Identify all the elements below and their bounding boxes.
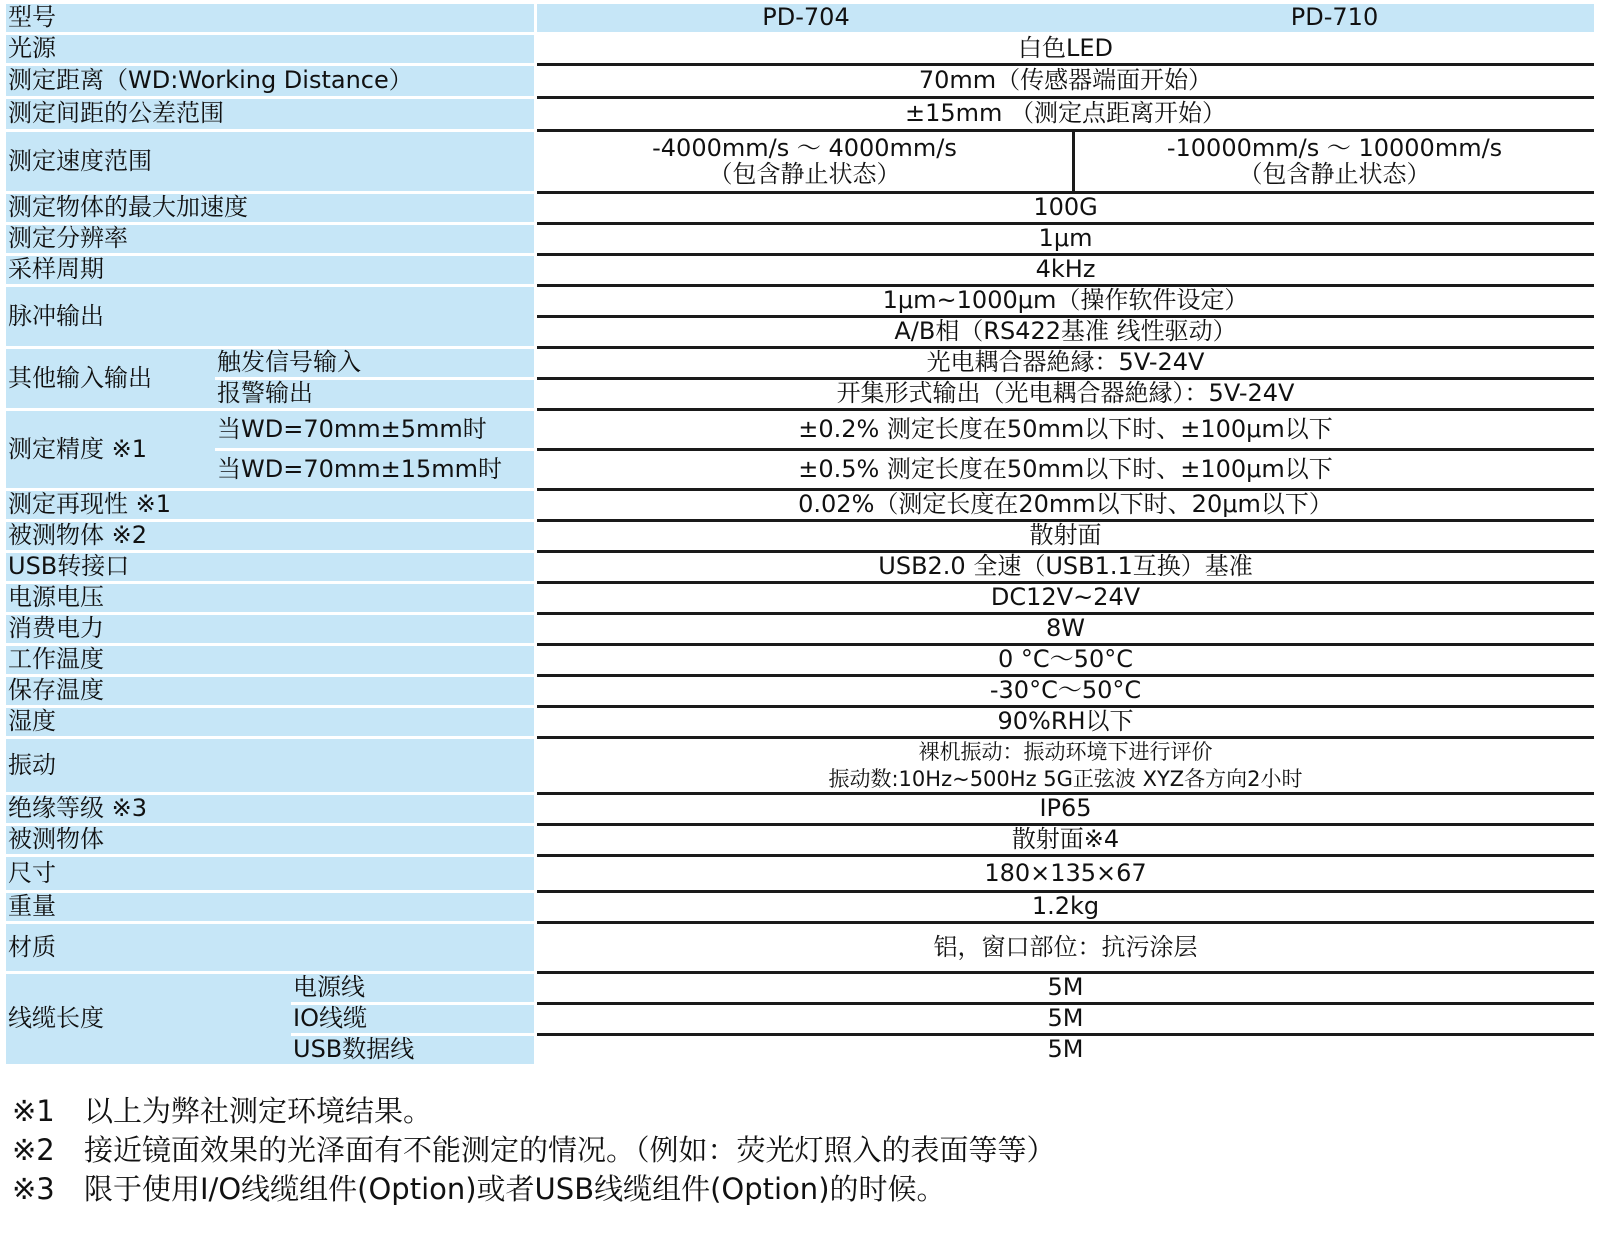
row-label: 材质 (6, 924, 534, 974)
row-label: 测定再现性 ※1 (6, 491, 534, 522)
row-value: 白色LED (537, 35, 1594, 66)
row-pulse-1 (6, 287, 1594, 318)
row-label: 湿度 (6, 708, 534, 739)
row-value: 4kHz (537, 256, 1594, 287)
row-value: 70mm（传感器端面开始） (537, 66, 1594, 99)
row-value: 0.02%（测定长度在20mm以下时、20μm以下） (537, 491, 1594, 522)
row-label: 脉冲输出 (6, 287, 534, 349)
row-accuracy-2 (6, 451, 1594, 491)
row-label: 线缆长度 (6, 974, 291, 1067)
row-speed (6, 132, 1594, 194)
row-label: 光源 (6, 35, 534, 66)
row-label: 测定精度 ※1 (6, 411, 215, 491)
row-light (6, 35, 1594, 66)
row-value: 5M (537, 1005, 1594, 1036)
row-tolerance (6, 99, 1594, 132)
footnote-text: 以上为弊社测定环境结果。 (84, 1094, 433, 1128)
row-value: 5M (537, 1036, 1594, 1067)
row-label: 消费电力 (6, 615, 534, 646)
row-label: 其他输入输出 (6, 349, 215, 411)
row-label: 被测物体 (6, 826, 534, 857)
row-value: A/B相（RS422基准 线性驱动） (537, 318, 1594, 349)
row-value: ±0.2% 测定长度在50mm以下时、±100μm以下 (537, 411, 1594, 451)
row-object2 (6, 826, 1594, 857)
row-value: 1.2kg (537, 893, 1594, 924)
row-value: IP65 (537, 795, 1594, 826)
row-label: USB转接口 (6, 553, 534, 584)
row-weight (6, 893, 1594, 924)
vibration-line-2: 振动数:10Hz~500Hz 5G正弦波 XYZ各方向2小时 (828, 766, 1303, 791)
row-value: 0 °C～50°C (537, 646, 1594, 677)
row-label: 采样周期 (6, 256, 534, 287)
row-cable-power (6, 974, 1594, 1005)
row-sublabel: 触发信号输入 (215, 349, 534, 380)
row-value: 光电耦合器絶縁：5V-24V (537, 349, 1594, 380)
row-label: 测定物体的最大加速度 (6, 194, 534, 225)
row-sampling (6, 256, 1594, 287)
row-value: USB2.0 全速（USB1.1互换）基准 (537, 553, 1594, 584)
speed-pd704-note: （包含静止状态） (708, 159, 901, 188)
row-value: DC12V~24V (537, 584, 1594, 615)
row-value: 5M (537, 974, 1594, 1005)
row-store-temp (6, 677, 1594, 708)
row-value: ±0.5% 测定长度在50mm以下时、±100μm以下 (537, 451, 1594, 491)
row-io-alarm (6, 380, 1594, 411)
header-row (6, 4, 1594, 35)
row-value: 100G (537, 194, 1594, 225)
row-value: 1μm (537, 225, 1594, 256)
row-io-trigger (6, 349, 1594, 380)
row-sublabel: 电源线 (291, 974, 534, 1005)
speed-pd710-note: （包含静止状态） (1238, 159, 1431, 188)
row-wd (6, 66, 1594, 99)
row-value: 开集形式输出（光电耦合器絶縁）：5V-24V (537, 380, 1594, 411)
row-label: 测定分辨率 (6, 225, 534, 256)
row-label: 测定间距的公差范围 (6, 99, 534, 132)
spec-table (6, 4, 1594, 1067)
footnote-1 (12, 1092, 1056, 1131)
model-pd704: PD-704 (537, 4, 1075, 35)
row-value: 散射面 (537, 522, 1594, 553)
row-label: 电源电压 (6, 584, 534, 615)
row-label: 尺寸 (6, 857, 534, 893)
row-sublabel: 当WD=70mm±5mm时 (215, 411, 534, 451)
row-value: 散射面※4 (537, 826, 1594, 857)
row-accel (6, 194, 1594, 225)
row-value: ±15mm （测定点距离开始） (537, 99, 1594, 132)
row-object1 (6, 522, 1594, 553)
row-label: 被测物体 ※2 (6, 522, 534, 553)
row-value: 1μm~1000μm（操作软件设定） (537, 287, 1594, 318)
vibration-line-1: 裸机振动：振动环境下进行评价 (918, 740, 1213, 765)
row-accuracy-1 (6, 411, 1594, 451)
row-repeat (6, 491, 1594, 522)
footnote-text: 接近镜面效果的光泽面有不能测定的情况。（例如：荧光灯照入的表面等等） (84, 1133, 1056, 1167)
footnote-2 (12, 1131, 1056, 1170)
footnote-text: 限于使用I/O线缆组件(Option)或者USB线缆组件(Option)的时候。 (84, 1172, 946, 1206)
footnote-mark: ※3 (12, 1172, 55, 1206)
row-power (6, 615, 1594, 646)
row-label: 绝缘等级 ※3 (6, 795, 534, 826)
row-label: 重量 (6, 893, 534, 924)
row-usb (6, 553, 1594, 584)
row-voltage (6, 584, 1594, 615)
row-value: -30°C～50°C (537, 677, 1594, 708)
footnote-mark: ※1 (12, 1094, 55, 1128)
speed-pd704 (537, 132, 1075, 194)
row-humidity (6, 708, 1594, 739)
row-value: 8W (537, 615, 1594, 646)
row-value: 180×135×67 (537, 857, 1594, 893)
row-resolution (6, 225, 1594, 256)
speed-pd710 (1075, 132, 1594, 194)
row-value (537, 739, 1594, 795)
speed-pd710-range: -10000mm/s ～ 10000mm/s (1166, 134, 1503, 163)
footnote-3 (12, 1170, 1056, 1209)
row-op-temp (6, 646, 1594, 677)
row-sublabel: IO线缆 (291, 1005, 534, 1036)
row-label: 测定距离（WD:Working Distance） (6, 66, 534, 99)
row-sublabel: 报警输出 (215, 380, 534, 411)
row-label: 振动 (6, 739, 534, 795)
row-label: 工作温度 (6, 646, 534, 677)
row-label: 保存温度 (6, 677, 534, 708)
row-value: 90%RH以下 (537, 708, 1594, 739)
row-sublabel: 当WD=70mm±15mm时 (215, 451, 534, 491)
row-ip (6, 795, 1594, 826)
footnotes (12, 1092, 1056, 1209)
row-size (6, 857, 1594, 893)
row-material (6, 924, 1594, 974)
row-value: 铝，窗口部位：抗污涂层 (537, 924, 1594, 974)
row-label: 测定速度范围 (6, 132, 534, 194)
model-label: 型号 (6, 4, 534, 35)
footnote-mark: ※2 (12, 1133, 55, 1167)
row-vibration (6, 739, 1594, 795)
speed-pd704-range: -4000mm/s ～ 4000mm/s (652, 134, 957, 163)
model-pd710: PD-710 (1075, 4, 1594, 35)
row-sublabel: USB数据线 (291, 1036, 534, 1067)
